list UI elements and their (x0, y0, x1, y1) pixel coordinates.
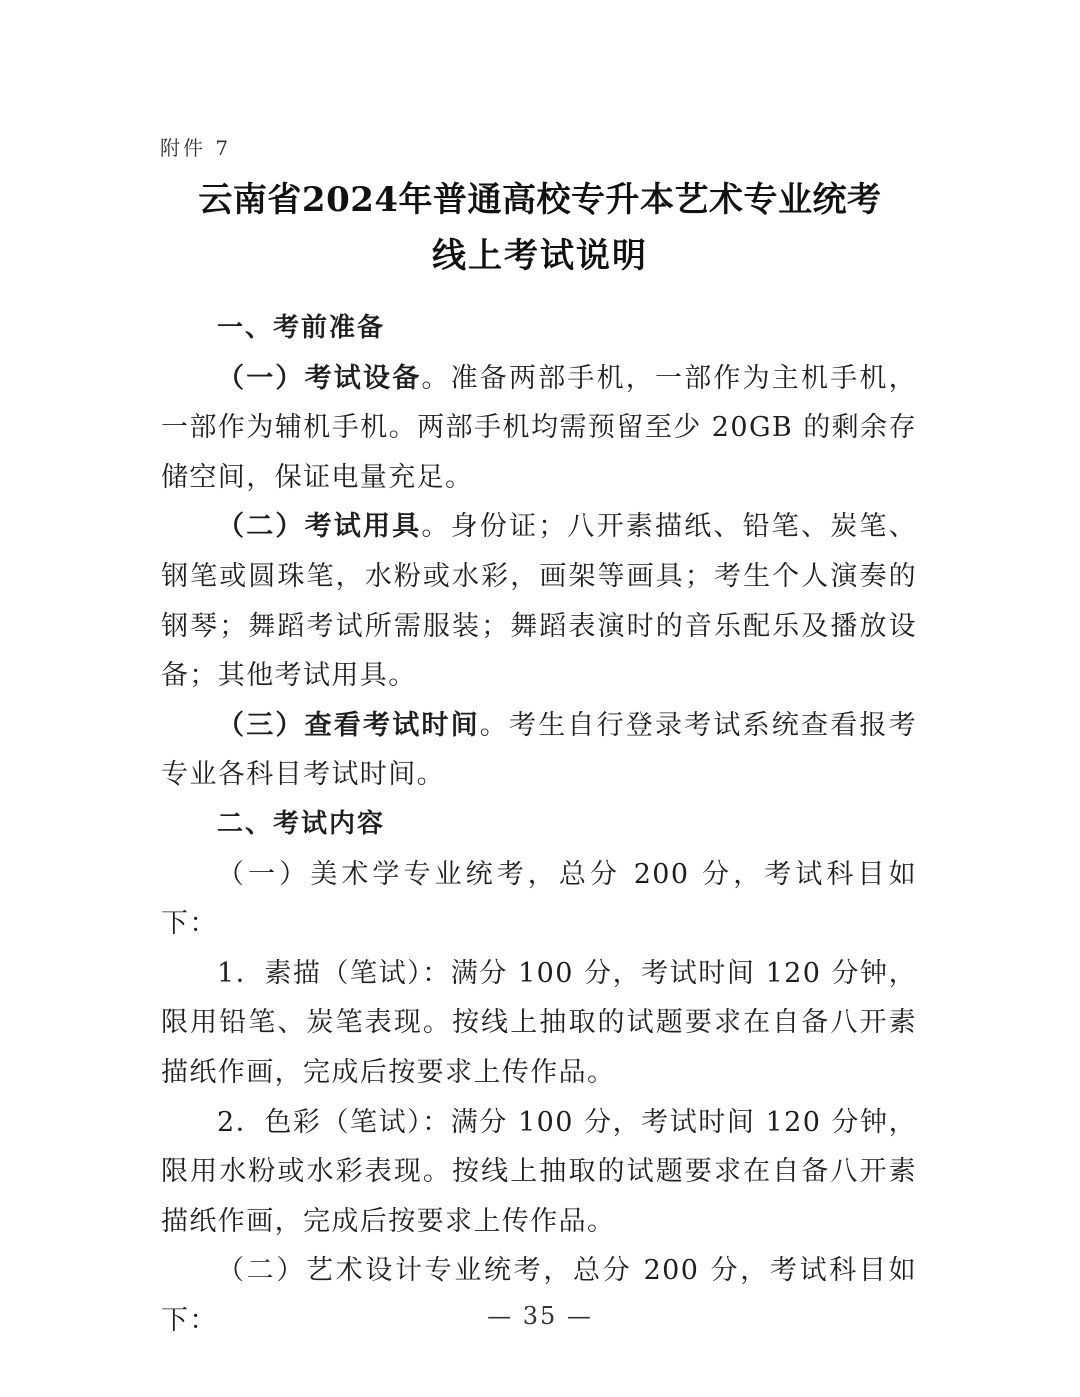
paragraph-supplies (161, 502, 917, 700)
paragraph-fine-arts: （一）美术学专业统考，总分 200 分，考试科目如下： (161, 858, 917, 940)
paragraph-art-design: （二）艺术设计专业统考，总分 200 分，考试科目如下： (161, 1255, 917, 1336)
page-number: — 35 — (487, 1302, 593, 1330)
paragraph-supplies-text: 。身份证；八开素描纸、铅笔、炭笔、钢笔或圆珠笔，水粉或水彩，画架等画具；考生个人演奏的钢琴；舞蹈考试所需服装；舞蹈表演时的音乐配乐及播放设备；其他考试用具。 (161, 511, 917, 692)
attachment-label: 附件 7 (160, 136, 232, 160)
paragraph-exam-time-text: 。考生自行登录考试系统查看报考专业各科目考试时间。 (161, 709, 917, 791)
document-subtitle: 线上考试说明 (432, 236, 648, 276)
paragraph-devices-label: （一）考试设备 (217, 362, 422, 394)
paragraph-devices-text: 。准备两部手机，一部作为主机手机，一部作为辅机手机。两部手机均需预留至少 20GB 的剩余存储空间，保证电量充足。 (161, 362, 917, 493)
paragraph-color: 2．色彩（笔试）：满分 100 分，考试时间 120 分钟，限用水粉或水彩表现。按线上抽取的试题要求在自备八开素描纸作画，完成后按要求上传作品。 (161, 1106, 917, 1237)
paragraph-supplies-label: （二）考试用具 (217, 511, 422, 543)
paragraph-exam-time (161, 701, 917, 800)
paragraph-devices (161, 354, 917, 503)
document-body (161, 304, 917, 1345)
paragraph-exam-time-label: （三）查看考试时间 (217, 709, 480, 741)
document-title: 云南省2024年普通高校专升本艺术专业统考 (198, 180, 882, 220)
paragraph-sketch: 1．素描（笔试）：满分 100 分，考试时间 120 分钟，限用铅笔、炭笔表现。按线上抽取的试题要求在自备八开素描纸作画，完成后按要求上传作品。 (161, 957, 917, 1088)
section-heading-preparation: 一、考前准备 (217, 313, 386, 343)
section-heading-content: 二、考试内容 (217, 808, 386, 839)
